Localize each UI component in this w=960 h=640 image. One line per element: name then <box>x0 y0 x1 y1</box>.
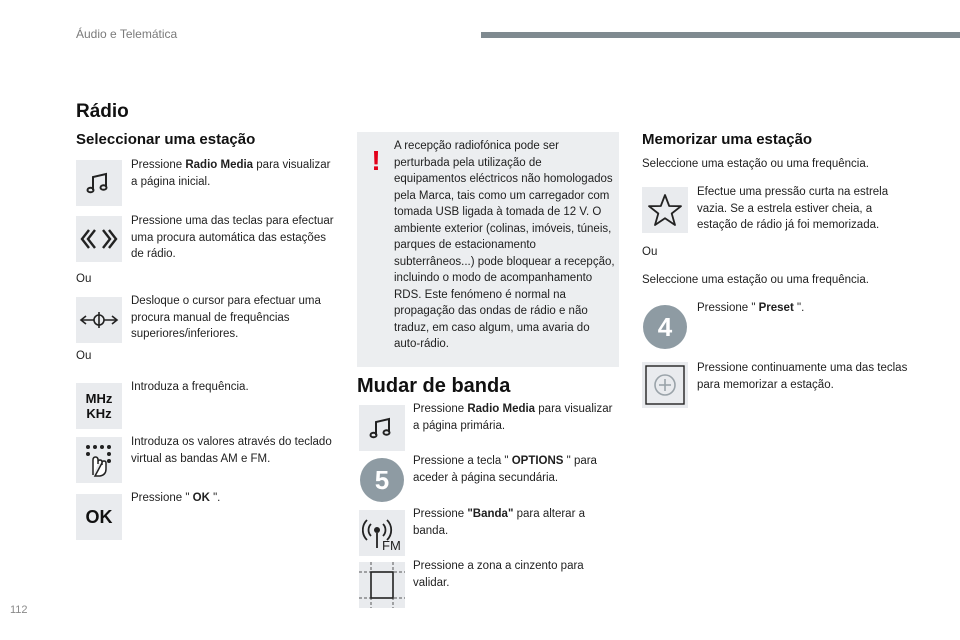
memorize-preset-step: Pressione " Preset ". <box>697 302 805 314</box>
or-label: Ou <box>76 350 92 362</box>
or-label: Ou <box>642 246 658 258</box>
memorize-intro: Seleccione uma estação ou uma frequência. <box>642 158 869 170</box>
radio-fm-icon <box>359 510 405 556</box>
select-station-heading: Seleccionar uma estação <box>76 131 256 148</box>
select-step-radio-media: Pressione Radio Media para visualizar a página inicial. <box>131 159 331 188</box>
seek-arrows-icon <box>76 216 122 262</box>
page-number: 112 <box>10 604 28 616</box>
select-step-manual: Desloque o cursor para efectuar uma procura manual de frequências superiores/inferiores. <box>131 295 321 340</box>
music-note-icon <box>76 160 122 206</box>
page-title: Rádio <box>76 101 129 122</box>
select-step-virtual-keyboard: Introduza os valores através do teclado virtual as bandas AM e FM. <box>131 436 332 465</box>
or-label: Ou <box>76 273 92 285</box>
select-step-auto-search: Pressione uma das teclas para efectuar uma procura automática das estações de rádio. <box>131 215 334 260</box>
preset-add-icon <box>642 362 688 408</box>
step-number-5: 5 <box>360 458 404 502</box>
band-step-radio-media: Pressione Radio Media para visualizar a página primária. <box>413 403 613 432</box>
memorize-heading: Memorizar uma estação <box>642 131 813 148</box>
section-header: Áudio e Telemática <box>76 27 178 41</box>
manual-slider-icon <box>76 297 122 343</box>
header-bar <box>481 32 960 38</box>
change-band-heading: Mudar de banda <box>357 375 511 397</box>
band-step-validate: Pressione a zona a cinzento para validar. <box>413 560 584 589</box>
music-note-icon <box>359 405 405 451</box>
warning-icon: ! <box>371 145 381 176</box>
memorize-hold-step: Pressione continuamente uma das teclas para memorizar a estação. <box>697 362 908 391</box>
select-step-ok: Pressione " OK ". <box>131 492 221 504</box>
warning-note-text: A recepção radiofónica pode ser perturbada pela utilização de equipamentos eléctricos não homologados pela Marca, tais como um carregador com tomada USB ligada à tomada de 12 V. O ambiente exterior (colinas, imóveis, túneis, parques de estacionamento subterrâneos...) pode bloquear a recepção, incluindo o modo de acompanhamento RDS. Este fenómeno é normal na propagação das ondas de rádio e não traduz, em caso algum, uma avaria do auto-rádio. <box>394 140 615 350</box>
svg-text:FM: FM <box>382 538 401 552</box>
frequency-mhz-khz-icon: MHz KHz <box>76 383 122 429</box>
memorize-star-step: Efectue uma pressão curta na estrela vazia. Se a estrela estiver cheia, a estação de rádio já foi memorizada. <box>697 186 889 231</box>
step-number-4: 4 <box>643 305 687 349</box>
memorize-intro-2: Seleccione uma estação ou uma frequência. <box>642 274 869 286</box>
select-step-frequency: Introduza a frequência. <box>131 381 249 393</box>
star-icon <box>642 187 688 233</box>
grey-zone-icon <box>359 562 405 608</box>
ok-button-icon: OK <box>76 494 122 540</box>
band-step-banda: Pressione "Banda" para alterar a banda. <box>413 508 586 537</box>
band-step-options: Pressione a tecla " OPTIONS " para aceder à página secundária. <box>413 455 597 484</box>
keypad-touch-icon <box>76 437 122 483</box>
